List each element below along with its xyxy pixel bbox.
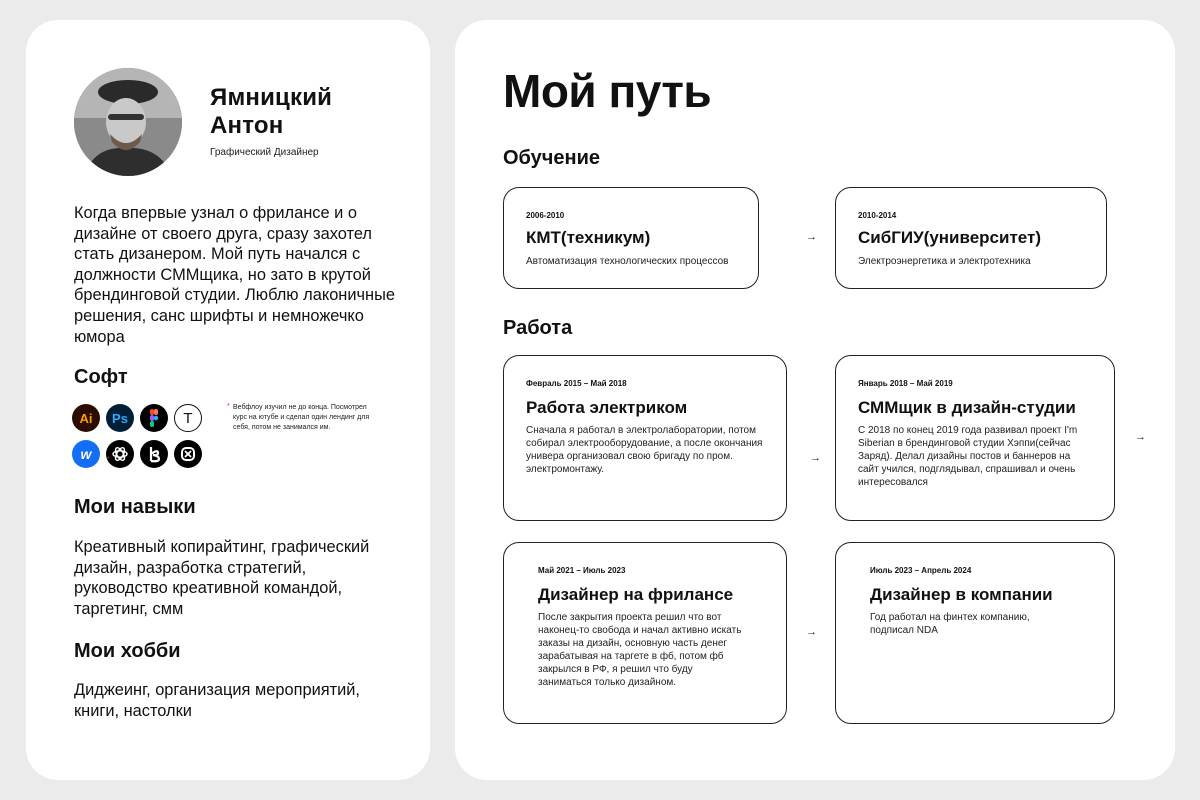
card-title: Дизайнер в компании bbox=[870, 585, 1053, 604]
card-date: Июль 2023 – Апрель 2024 bbox=[870, 566, 972, 575]
work-heading: Работа bbox=[503, 317, 573, 339]
career-path-panel bbox=[455, 20, 1175, 780]
hobbies-text: Диджеинг, организация мероприятий, книги, настолки bbox=[74, 681, 360, 720]
card-description: После закрытия проекта решил что вот наконец-то свобода и начал активно искать заказы на дизайн, основную часть денег зарабатывая на таргете в фб, потом фб закрылся в РФ, я решил что буду заниматься только дизайном. bbox=[538, 612, 742, 688]
work-card bbox=[503, 355, 787, 521]
card-description: С 2018 по конец 2019 года развивал проект I'm Siberian в брендинговой студии Хэппи(сейчас Заряд). Делал дизайны постов и баннеров на сайт учился, подглядывал, спрашивал и очень интересовался bbox=[858, 425, 1078, 488]
footnote-star: * bbox=[227, 403, 230, 410]
profile-role: Графический Дизайнер bbox=[210, 147, 319, 158]
profile-name: Ямницкий Антон bbox=[210, 84, 333, 139]
card-description: Автоматизация технологических процессов bbox=[526, 256, 729, 267]
hobbies-heading: Мои хобби bbox=[74, 640, 181, 662]
card-title: СибГИУ(университет) bbox=[858, 228, 1042, 247]
card-description: Электроэнергетика и электротехника bbox=[858, 256, 1031, 267]
soft-footnote-text: Вебфлоу изучил не до конца. Посмотрел курс на ютубе и сделал один лендинг для себя, потом не занимался им. bbox=[233, 404, 370, 431]
work-card bbox=[503, 542, 787, 724]
adobe-photoshop-icon: Ps bbox=[106, 404, 134, 432]
profile-panel bbox=[26, 20, 430, 780]
figma-icon bbox=[140, 404, 168, 432]
skills-heading: Мои навыки bbox=[74, 496, 196, 518]
wildberries-icon bbox=[140, 440, 168, 468]
work-card bbox=[835, 542, 1115, 724]
education-card bbox=[835, 187, 1107, 289]
avatar bbox=[74, 68, 182, 176]
card-title: Работа электриком bbox=[526, 398, 688, 417]
soft-footnote bbox=[227, 403, 373, 433]
arrow-icon: → bbox=[806, 626, 817, 638]
card-description: Год работал на финтех компанию, подписал NDA bbox=[870, 612, 1030, 636]
tilda-icon: T bbox=[174, 404, 202, 432]
soft-heading: Софт bbox=[74, 366, 128, 388]
card-date: Февраль 2015 – Май 2018 bbox=[526, 379, 627, 388]
work-card bbox=[835, 355, 1115, 521]
card-title: КМТ(техникум) bbox=[526, 228, 651, 247]
arrow-icon: → bbox=[810, 452, 821, 464]
page-title: Мой путь bbox=[503, 65, 712, 117]
education-heading: Обучение bbox=[503, 147, 601, 169]
adobe-illustrator-icon: Ai bbox=[72, 404, 100, 432]
skills-text: Креативный копирайтинг, графический дизайн, разработка стратегий, руководство креативной командой, таргетинг, смм bbox=[74, 538, 370, 618]
arrow-icon: → bbox=[1135, 431, 1146, 443]
card-description: Сначала я работал в электролаборатории, потом собирал электрооборудование, а после окончания универа организовал свою бригаду по пром. электромонтажу. bbox=[526, 425, 763, 475]
card-date: 2010-2014 bbox=[858, 211, 897, 220]
webflow-note-marker: * bbox=[107, 456, 110, 463]
card-date: 2006-2010 bbox=[526, 211, 565, 220]
chatgpt-icon bbox=[106, 440, 134, 468]
fx-icon bbox=[174, 440, 202, 468]
card-title: СММщик в дизайн-студии bbox=[858, 398, 1076, 417]
webflow-icon: w bbox=[72, 440, 100, 468]
card-title: Дизайнер на фрилансе bbox=[538, 585, 734, 604]
soft-icons-grid bbox=[72, 404, 202, 468]
card-date: Январь 2018 – Май 2019 bbox=[858, 379, 953, 388]
profile-bio: Когда впервые узнал о фрилансе и о дизайне от своего друга, сразу захотел стать дизанером. Мой путь начался с должности СММщика, но зато в крутой брендинговой студии. Люблю лаконичные решения, санс шрифты и немножечко юмора bbox=[74, 204, 396, 346]
arrow-icon: → bbox=[806, 231, 817, 243]
avatar-photo bbox=[74, 68, 182, 176]
education-card bbox=[503, 187, 759, 289]
card-date: Май 2021 – Июль 2023 bbox=[538, 566, 626, 575]
